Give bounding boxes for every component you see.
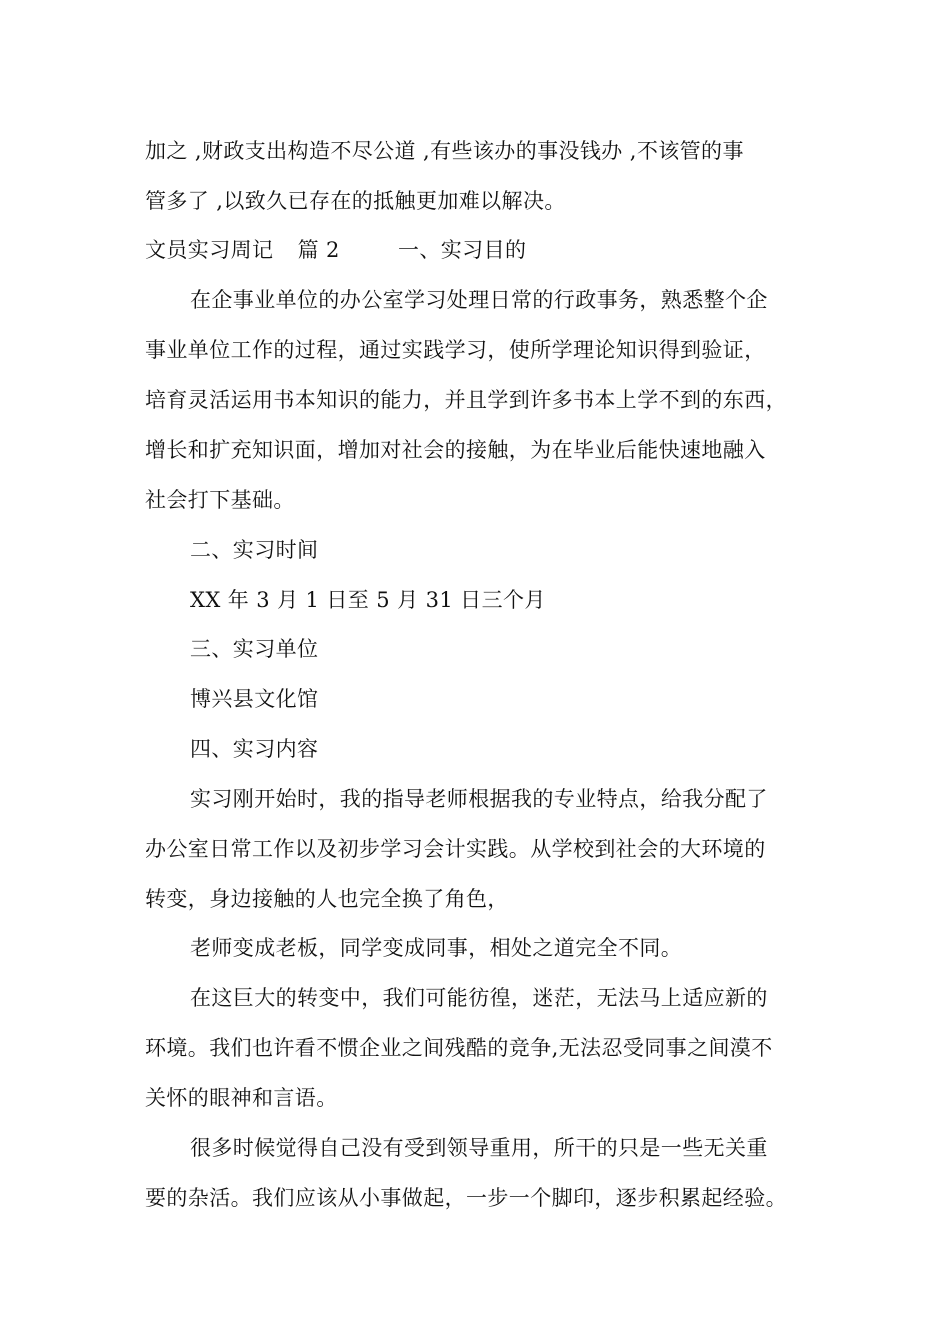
text-line: 在企事业单位的办公室学习处理日常的行政事务，熟悉整个企 <box>190 288 768 312</box>
text-line: 事业单位工作的过程，通过实践学习，使所学理论知识得到验证， <box>145 338 766 362</box>
article-heading <box>145 237 526 263</box>
section-heading: 四、实习内容 <box>190 737 319 761</box>
text-line: 环境。我们也许看不惯企业之间残酷的竞争,无法忍受同事之间漠不 <box>145 1036 773 1060</box>
article-number: 篇 2 <box>297 238 340 262</box>
text-line: 社会打下基础。 <box>145 488 295 512</box>
article-title: 文员实习周记 <box>145 238 274 262</box>
text-line: 在这巨大的转变中，我们可能彷徨，迷茫，无法马上适应新的 <box>190 986 768 1010</box>
text-line: 实习刚开始时，我的指导老师根据我的专业特点，给我分配了 <box>190 787 768 811</box>
text-line: 增长和扩充知识面，增加对社会的接触，为在毕业后能快速地融入 <box>145 438 766 462</box>
text-line: 办公室日常工作以及初步学习会计实践。从学校到社会的大环境的 <box>145 837 766 861</box>
section-heading: 一、实习目的 <box>397 238 527 262</box>
text-line: 老师变成老板，同学变成同事，相处之道完全不同。 <box>190 936 683 960</box>
text-line: 关怀的眼神和言语。 <box>145 1086 338 1110</box>
text-line: 培育灵活运用书本知识的能力，并且学到许多书本上学不到的东西， <box>145 388 787 412</box>
text-line: 博兴县文化馆 <box>190 687 319 711</box>
section-heading: 二、实习时间 <box>190 538 319 562</box>
text-line: 加之 ,财政支出构造不尽公道 ,有些该办的事没钱办 ,不该管的事 <box>145 139 744 163</box>
text-line: XX 年 3 月 1 日至 5 月 31 日三个月 <box>190 588 546 612</box>
text-line: 管多了 ,以致久已存在的抵触更加难以解决。 <box>145 189 566 213</box>
text-line: 要的杂活。我们应该从小事做起，一步一个脚印，逐步积累起经验。 <box>145 1186 787 1210</box>
text-line: 很多时候觉得自己没有受到领导重用，所干的只是一些无关重 <box>190 1136 768 1160</box>
section-heading: 三、实习单位 <box>190 637 319 661</box>
text-line: 转变，身边接触的人也完全换了角色， <box>145 887 509 911</box>
